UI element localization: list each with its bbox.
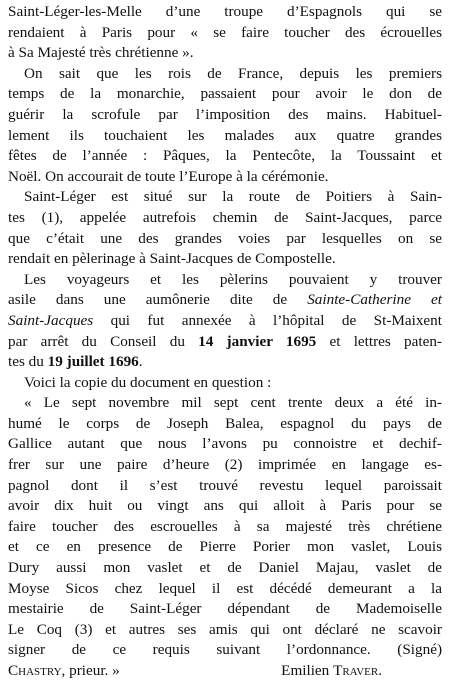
text-run: tes du (8, 353, 48, 371)
quote-line: signer de ce requis suivant l’ordonnance. (Signé) (8, 641, 442, 659)
text-run: asile dans une aumônerie dite de (8, 291, 308, 309)
italic-place-name: Sainte-Catherine et (307, 291, 442, 309)
signer-title: , prieur. » (61, 662, 120, 679)
bold-date: 14 janvier 1695 (198, 332, 317, 350)
author-first-name: Emilien (281, 662, 334, 679)
text-line: que c’était une des grandes voies par lesquelles on se (8, 229, 442, 247)
text-run: et lettres paten- (316, 332, 442, 350)
quote-line: humé le corps de Joseph Balea, espagnol du pays de (8, 414, 442, 432)
quote-line: avoir dix huit ou vingt ans qui alloit à Paris pour se (8, 497, 442, 515)
quote-line: Gallice autant que nous l’avons pu connoistre et dechif- (8, 435, 442, 453)
text-line: rendaient à Paris pour « se faire toucher des écrouelles (8, 23, 442, 41)
text-line: à Sa Majesté très chrétienne ». (8, 44, 194, 62)
text-line: rendait en pèlerinage à Saint-Jacques de Compostelle. (8, 250, 336, 268)
quote-line: Dury aussi mon vaslet et de Daniel Majau, vaslet de (8, 559, 442, 577)
quote-line: et ce en presence de Pierre Porier mon vaslet, Louis (8, 538, 442, 556)
text-line: Voici la copie du document en question : (24, 373, 272, 391)
quote-line: faire toucher des escrouelles à sa majesté très chrétiene (8, 517, 442, 535)
text-run: qui fut annexée à l’hôpital de St-Maixent (93, 311, 442, 329)
text-line: fêtes de l’année : Pâques, la Pentecôte, la Toussaint et (8, 147, 442, 165)
text-line: lement ils touchaient les malades aux quatre grandes (8, 126, 442, 144)
text-run: . (138, 353, 143, 371)
bold-date: 19 juillet 1696 (47, 353, 139, 371)
text-line: On sait que les rois de France, depuis les premiers (24, 64, 442, 82)
italic-place-name: Saint-Jacques (8, 311, 94, 329)
document-page (8, 2, 442, 682)
text-line (8, 290, 442, 311)
signature-left (8, 661, 120, 682)
quote-line: mestairie de Saint-Léger dépendant de Mademoiselle (8, 600, 442, 618)
author-credit (281, 661, 442, 682)
text-line: Noël. On accourait de toute l’Europe à la cérémonie. (8, 167, 329, 185)
text-line (8, 352, 442, 373)
signer-name: Chastry (8, 662, 62, 679)
text-line (8, 332, 442, 353)
quote-line: « Le sept novembre mil sept cent trente deux a été in- (24, 394, 442, 412)
text-line: Saint-Léger-les-Melle d’une troupe d’Espagnols qui se (8, 3, 442, 20)
text-line: temps de la monarchie, passaient pour avoir le don de (8, 85, 442, 103)
text-line: tes (1), appelée autrefois chemin de Saint-Jacques, parce (8, 208, 442, 226)
author-last-name: Traver (333, 662, 379, 679)
quote-line: Le Coq (3) et autres ses amis qui ont déclaré ne scavoir (8, 620, 442, 638)
quote-line: pagnol dont il s’est trouvé revestu lequel paroissait (8, 476, 442, 494)
text-line: guérir la scrofule par l’imposition des mains. Habituel- (8, 105, 442, 123)
author-period: . (378, 662, 382, 679)
quote-line: frer sur une paire d’heure (2) imprimée en langage es- (8, 456, 442, 474)
text-run: par arrêt du Conseil du (8, 332, 199, 350)
signature-line (8, 661, 442, 682)
text-line: Les voyageurs et les pèlerins pouvaient y trouver (24, 270, 442, 288)
text-line: Saint-Léger est situé sur la route de Poitiers à Sain- (24, 188, 442, 206)
text-line (8, 311, 442, 332)
quote-line: Moyse Sicos chez lequel il est décédé demeurant a la (8, 579, 442, 597)
